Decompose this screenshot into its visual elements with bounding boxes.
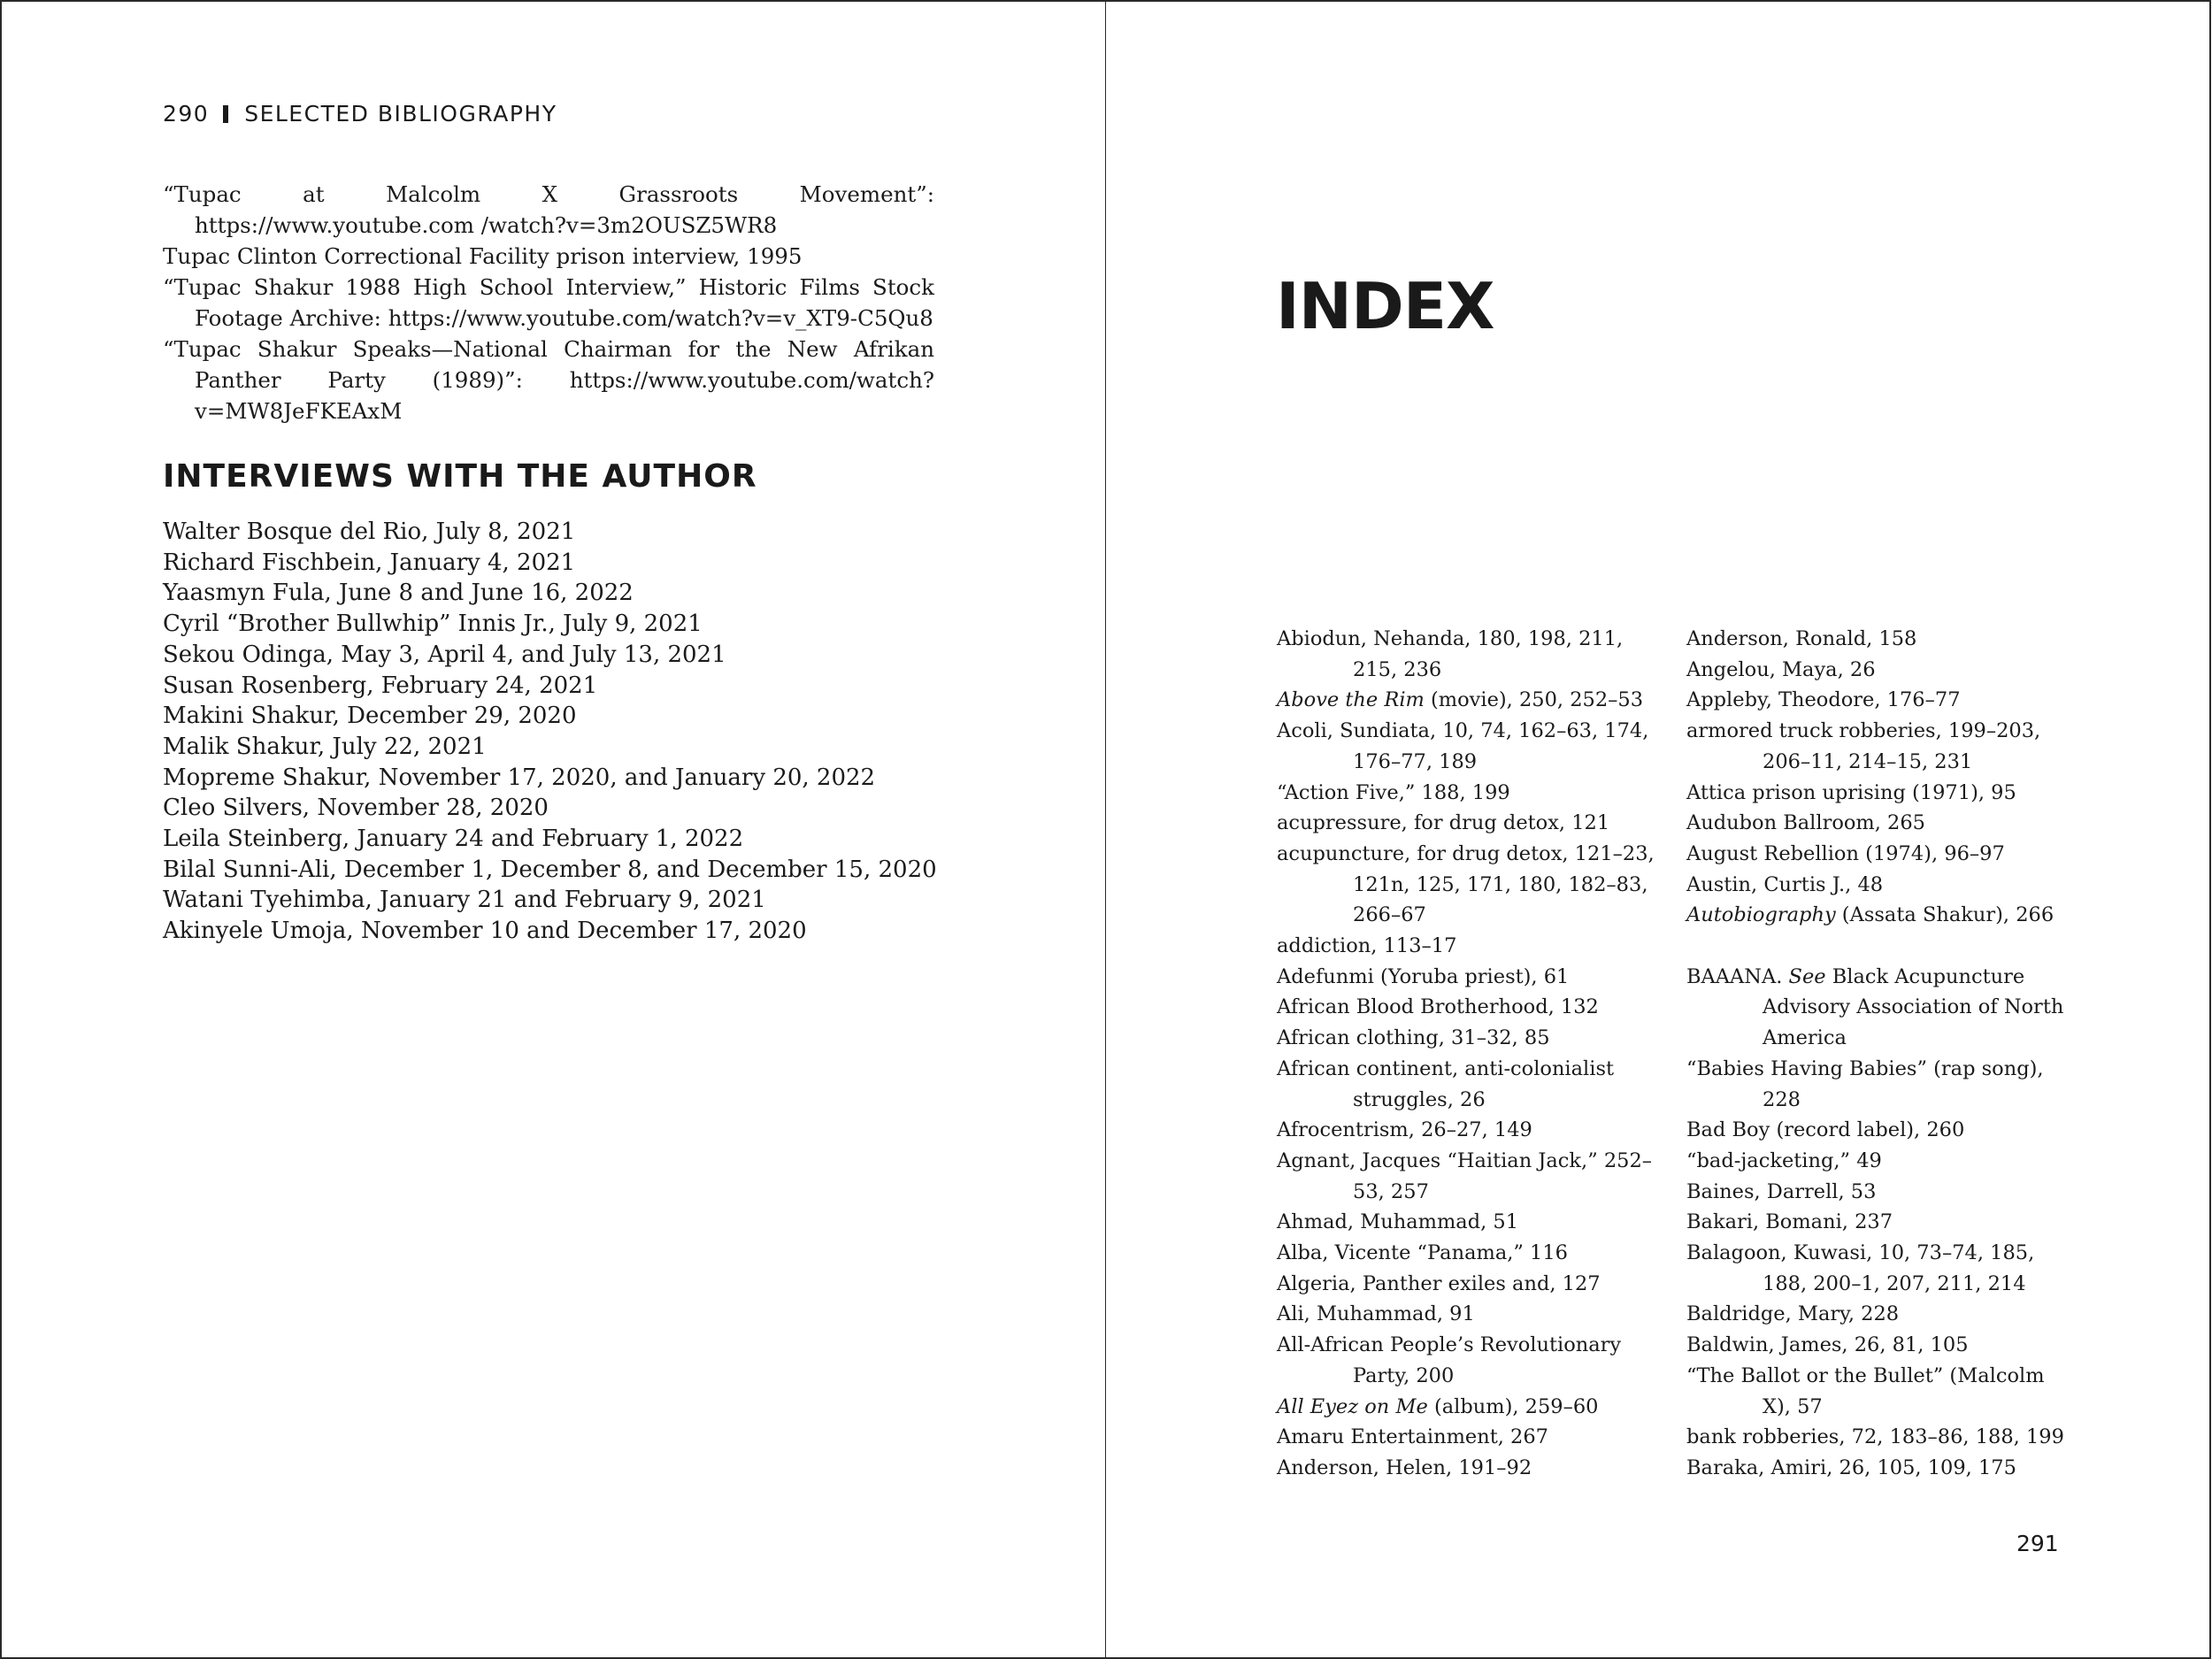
index-entry: African Blood Brotherhood, 132	[1277, 995, 1599, 1019]
index-entry: Acoli, Sundiata, 10, 74, 162–63, 174, 176–77, 189	[1277, 719, 1649, 773]
index-entry: Baines, Darrell, 53	[1686, 1179, 1877, 1203]
index-entry: Abiodun, Nehanda, 180, 198, 211, 215, 236	[1277, 627, 1624, 681]
index-entry: “bad-jacketing,” 49	[1686, 1148, 1882, 1172]
index-entry-italic: Above the Rim	[1277, 688, 1425, 712]
index-entry: Baldridge, Mary, 228	[1686, 1302, 1900, 1326]
index-entry: Anderson, Ronald, 158	[1686, 627, 1917, 650]
index-entry: acupuncture, for drug detox, 121–23, 121n, 125, 171, 180, 182–83, 266–67	[1277, 841, 1655, 927]
interview-entry: Sekou Odinga, May 3, April 4, and July 13, 2021	[163, 641, 726, 668]
index-entry: Appleby, Theodore, 176–77	[1686, 688, 1961, 712]
index-entry: addiction, 113–17	[1277, 934, 1457, 958]
index-entry: Autobiography (Assata Shakur), 266	[1686, 903, 2055, 927]
interview-entry: Leila Steinberg, January 24 and February 1, 2022	[163, 826, 744, 853]
bibliography-entry: “Tupac at Malcolm X Grassroots Movement”: https://www.youtube.com /watch?v=3m2OUSZ5WR8	[163, 181, 934, 238]
index-entry: acupressure, for drug detox, 121	[1277, 811, 1610, 835]
index-entry: Audubon Ballroom, 265	[1686, 811, 1925, 835]
index-entry: “The Ballot or the Bullet” (Malcolm X), 57	[1686, 1363, 2045, 1418]
index-entry: Angelou, Maya, 26	[1686, 657, 1876, 681]
index-entry: Anderson, Helen, 191–92	[1277, 1455, 1532, 1479]
index-entry: All Eyez on Me (album), 259–60	[1277, 1394, 1599, 1418]
index-entry-italic: Autobiography	[1686, 903, 1836, 927]
bibliography-entry: “Tupac Shakur Speaks—National Chairman for the New Afrikan Panther Party (1989)”: https://www.youtube.com/watch?v=MW8JeFKEAxM	[163, 336, 934, 424]
index-column-2	[1686, 624, 2076, 1484]
bibliography-entry: “Tupac Shakur 1988 High School Interview,” Historic Films Stock Footage Archive: https://www.youtube.com/watch?v=v_XT9-C5Qu8	[163, 274, 934, 331]
index-entry: Above the Rim (movie), 250, 252–53	[1277, 688, 1644, 712]
index-entry: African continent, anti-colonialist struggles, 26	[1277, 1056, 1615, 1111]
index-entry: African clothing, 31–32, 85	[1277, 1026, 1550, 1050]
page-number: 291	[2016, 1531, 2059, 1556]
index-title: INDEX	[1276, 269, 1494, 343]
right-page	[1105, 0, 2211, 1659]
interview-entry: Susan Rosenberg, February 24, 2021	[163, 672, 598, 699]
index-entry: bank robberies, 72, 183–86, 188, 199	[1686, 1425, 2064, 1449]
running-head-title: SELECTED BIBLIOGRAPHY	[244, 101, 557, 127]
media-source-list	[163, 179, 934, 426]
index-entry: Bakari, Bomani, 237	[1686, 1210, 1893, 1234]
index-entry: Alba, Vicente “Panama,” 116	[1277, 1241, 1568, 1265]
interview-entry: Walter Bosque del Rio, July 8, 2021	[163, 518, 576, 545]
running-head-page-number: 290	[163, 101, 210, 127]
index-entry: Ali, Muhammad, 91	[1277, 1302, 1475, 1326]
index-entry: Baldwin, James, 26, 81, 105	[1686, 1333, 1969, 1357]
interview-entry: Makini Shakur, December 29, 2020	[163, 703, 577, 730]
interview-entry: Richard Fischbein, January 4, 2021	[163, 549, 576, 576]
index-entry-italic: All Eyez on Me	[1277, 1394, 1428, 1418]
interview-entry: Yaasmyn Fula, June 8 and June 16, 2022	[163, 580, 634, 607]
interview-entry: Cleo Silvers, November 28, 2020	[163, 795, 549, 822]
running-head-divider	[223, 105, 228, 123]
running-head	[163, 101, 557, 127]
index-entry: Bad Boy (record label), 260	[1686, 1118, 1965, 1142]
index-entry: Attica prison uprising (1971), 95	[1686, 780, 2016, 804]
index-entry: Afrocentrism, 26–27, 149	[1277, 1118, 1532, 1142]
index-column-1	[1277, 624, 1666, 1484]
index-entry-italic: See	[1788, 964, 1826, 988]
index-entry: Baraka, Amiri, 26, 105, 109, 175	[1686, 1455, 2016, 1479]
index-entry: “Babies Having Babies” (rap song), 228	[1686, 1056, 2044, 1111]
index-entry: “Action Five,” 188, 199	[1277, 780, 1510, 804]
interviews-heading: INTERVIEWS WITH THE AUTHOR	[163, 458, 757, 495]
index-entry: BAAANA. See Black Acupuncture Advisory Association of North America	[1686, 964, 2064, 1050]
interview-entry: Mopreme Shakur, November 17, 2020, and January 20, 2022	[163, 764, 876, 791]
index-entry: Ahmad, Muhammad, 51	[1277, 1210, 1519, 1234]
index-entry: Agnant, Jacques “Haitian Jack,” 252–53, 257	[1277, 1148, 1653, 1203]
interview-list	[163, 517, 937, 947]
index-entry: armored truck robberies, 199–203, 206–11, 214–15, 231	[1686, 719, 2041, 773]
interview-entry: Akinyele Umoja, November 10 and December 17, 2020	[163, 918, 807, 945]
bibliography-entry: Tupac Clinton Correctional Facility prison interview, 1995	[163, 243, 803, 269]
index-entry: August Rebellion (1974), 96–97	[1686, 841, 2005, 865]
interview-entry: Malik Shakur, July 22, 2021	[163, 733, 487, 760]
interview-entry: Cyril “Brother Bullwhip” Innis Jr., July 9, 2021	[163, 611, 703, 638]
index-entry: Adefunmi (Yoruba priest), 61	[1277, 964, 1570, 988]
interview-entry: Watani Tyehimba, January 21 and February 9, 2021	[163, 887, 766, 914]
index-entry: Amaru Entertainment, 267	[1277, 1425, 1549, 1449]
index-entry: All-African People’s Revolutionary Party, 200	[1277, 1333, 1622, 1387]
index-entry: Austin, Curtis J., 48	[1686, 872, 1884, 896]
interview-entry: Bilal Sunni-Ali, December 1, December 8, and December 15, 2020	[163, 856, 937, 883]
index-entry: Algeria, Panther exiles and, 127	[1277, 1271, 1601, 1295]
index-entry: Balagoon, Kuwasi, 10, 73–74, 185, 188, 200–1, 207, 211, 214	[1686, 1241, 2035, 1295]
